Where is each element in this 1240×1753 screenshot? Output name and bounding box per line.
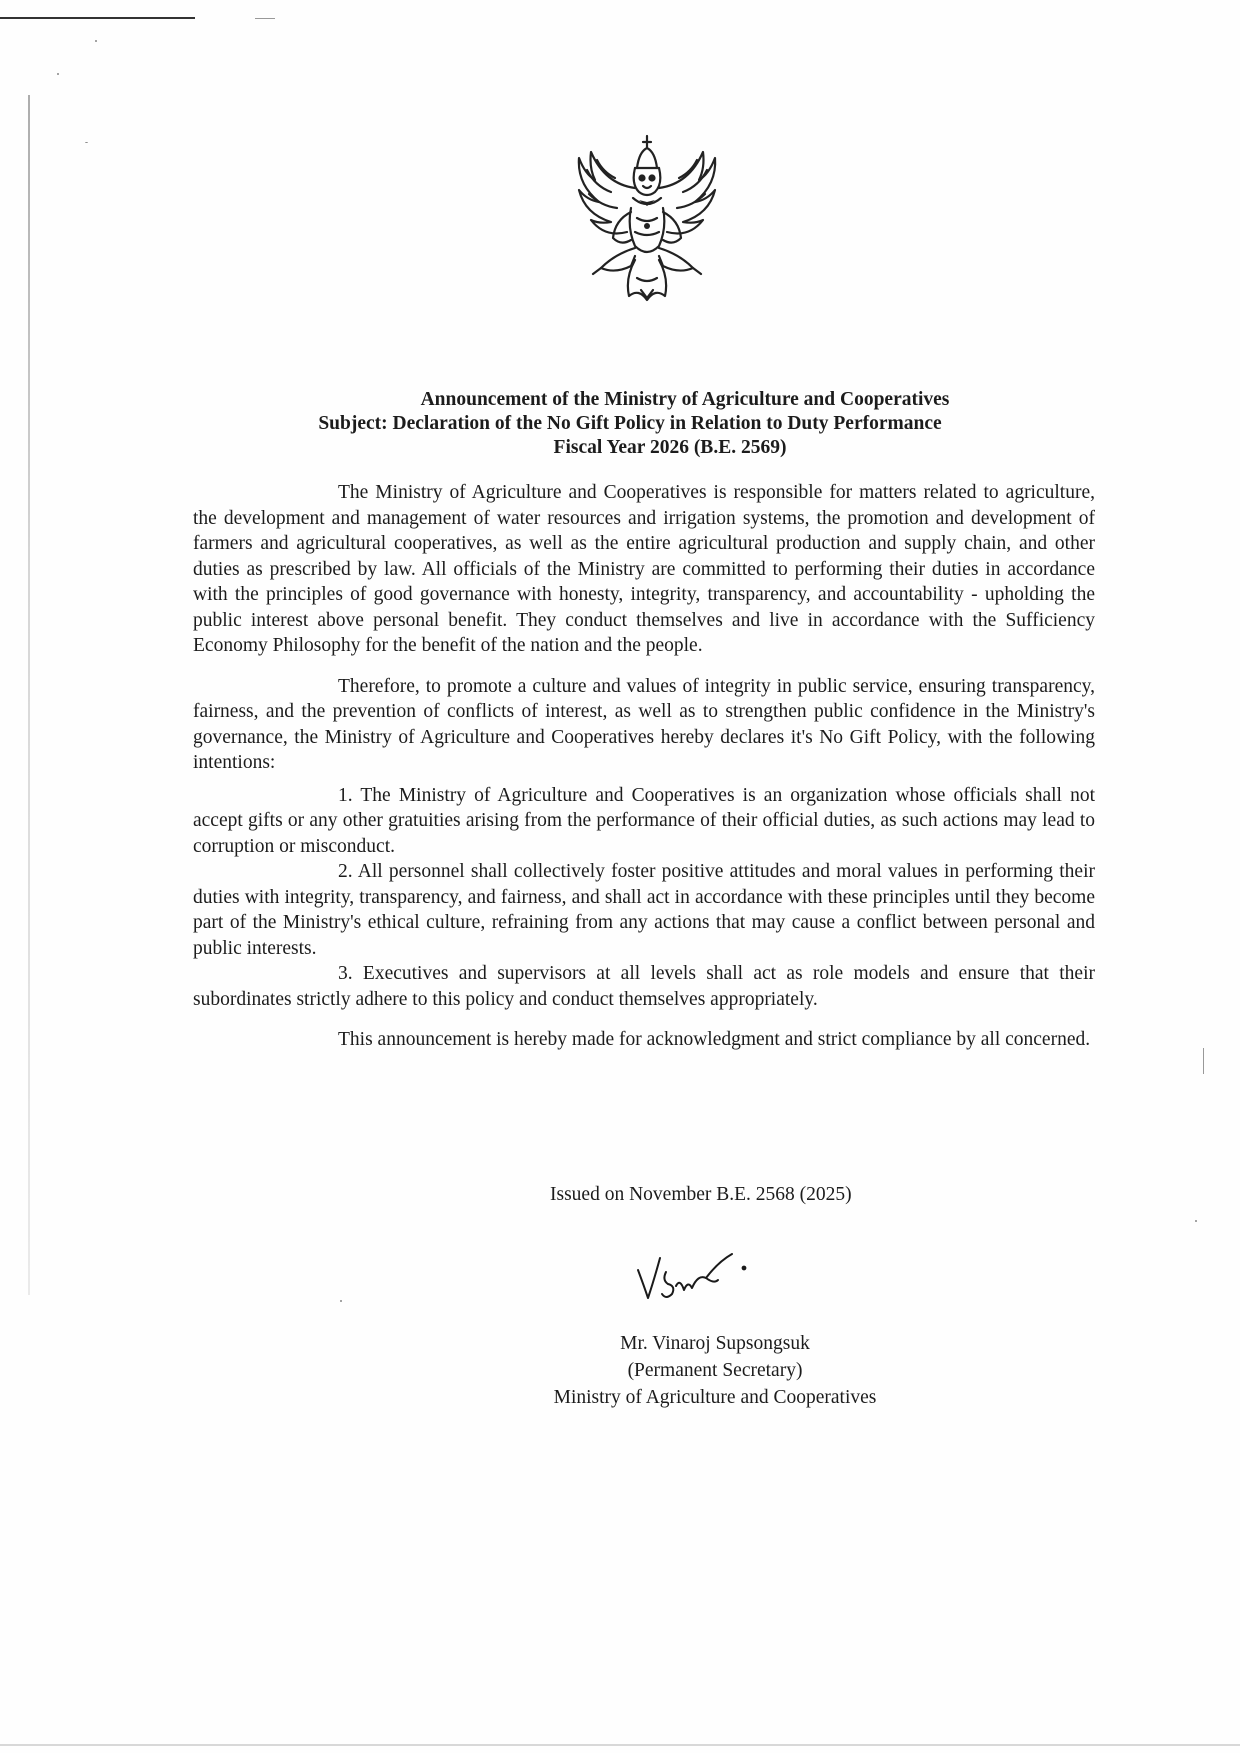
scan-artifact-edge (0, 1744, 1240, 1746)
policy-item-1: 1. The Ministry of Agriculture and Cooperatives is an organization whose officials shall not accept gifts or any other gratuities arising from the performance of their official duties, as such actions may lead to corruption or misconduct. (193, 784, 1095, 857)
scan-artifact-line (1203, 1048, 1204, 1074)
scan-artifact-dot (340, 1300, 342, 1302)
scan-artifact-edge (28, 95, 30, 1295)
policy-item-2: 2. All personnel shall collectively foster positive attitudes and moral values in performing their duties with integrity, transparency, and fairness, and shall act in accordance with these principles until they become part of the Ministry's ethical culture, refraining from any actions that may cause a conflict between personal and public interests. (193, 861, 1095, 959)
announcement-body (193, 480, 1095, 1053)
scan-artifact-line (0, 17, 195, 19)
paragraph-therefore: Therefore, to promote a culture and values of integrity in public service, ensuring transparency, fairness, and the prevention of conflicts of interest, as well as to strengthen public confidence in the Ministry's governance, the Ministry of Agriculture and Cooperatives hereby declares it's No Gift Policy, with the following intentions: (193, 675, 1095, 773)
issued-date: Issued on November B.E. 2568 (2025) (550, 1184, 852, 1205)
signer-name: Mr. Vinaroj Supsongsuk (620, 1333, 810, 1354)
scan-artifact-dot (85, 142, 88, 143)
announcement-heading (200, 388, 1060, 460)
scan-artifact-dot (95, 40, 97, 42)
signer-organization: Ministry of Agriculture and Cooperatives (553, 1387, 877, 1408)
heading-title: Announcement of the Ministry of Agriculture and Cooperatives (420, 389, 950, 410)
signer-title: (Permanent Secretary) (627, 1360, 803, 1381)
scan-artifact-line (255, 18, 275, 19)
handwritten-signature-icon (632, 1250, 782, 1306)
policy-item-3: 3. Executives and supervisors at all levels shall act as role models and ensure that their subordinates strictly adhere to this policy and conduct themselves appropriately. (193, 963, 1095, 1010)
scan-artifact-dot (1195, 1220, 1197, 1222)
scan-artifact-dot (57, 73, 59, 75)
paragraph-intro: The Ministry of Agriculture and Cooperatives is responsible for matters related to agriculture, the development and management of water resources and irrigation systems, the promotion and development of farmers and agricultural cooperatives, as well as the entire agricultural production and supply chain, and other duties as prescribed by law. All officials of the Ministry are committed to performing their duties in accordance with the principles of good governance with honesty, integrity, transparency, and accountability - upholding the public interest above personal benefit. They conduct themselves and live in accordance with the Sufficiency Economy Philosophy for the benefit of the nation and the people. (193, 482, 1095, 656)
paragraph-closing: This announcement is hereby made for acknowledgment and strict compliance by all concerned. (338, 1029, 1091, 1050)
heading-fiscal-year: Fiscal Year 2026 (B.E. 2569) (553, 437, 787, 458)
signer-block (500, 1330, 930, 1411)
heading-subject: Subject: Declaration of the No Gift Policy in Relation to Duty Performance (318, 413, 942, 434)
garuda-emblem-icon (565, 128, 730, 308)
